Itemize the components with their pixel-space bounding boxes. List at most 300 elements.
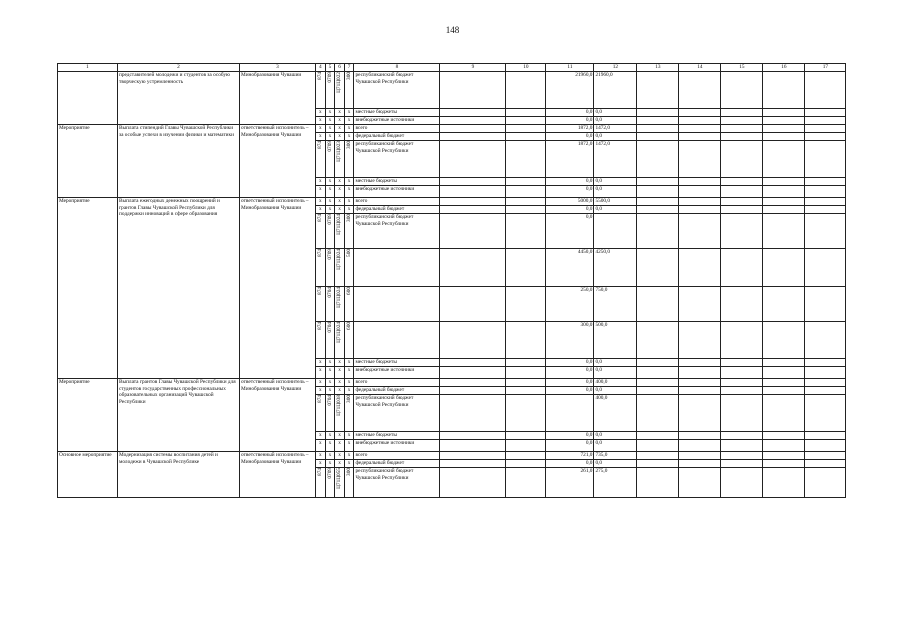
value-col10 <box>506 198 546 206</box>
budget-code: x <box>328 387 332 393</box>
budget-code: x <box>338 206 341 212</box>
budget-code-cell <box>335 359 345 367</box>
funding-source: всего <box>354 452 440 460</box>
table-row <box>58 452 846 460</box>
value-col9 <box>440 214 506 249</box>
value-col14 <box>679 379 721 387</box>
value-col13 <box>637 468 679 498</box>
value-col13 <box>637 206 679 214</box>
budget-code: 874 <box>317 214 323 222</box>
budget-code-cell <box>325 468 335 498</box>
budget-code-cell <box>344 452 354 460</box>
block-executor: ответственный исполнитель – Минобразования Чувашии <box>240 452 316 498</box>
budget-code-cell <box>344 468 354 498</box>
budget-code-cell <box>344 432 354 440</box>
budget-code-cell <box>325 133 335 141</box>
value-col15 <box>721 198 763 206</box>
value-col17 <box>805 460 846 468</box>
value-col10 <box>506 214 546 249</box>
budget-code: x <box>318 460 322 466</box>
block-name: Модернизация системы воспитания детей и молодежи в Чувашской Республике <box>118 452 240 498</box>
budget-code: 600 <box>345 287 352 295</box>
value-col17 <box>805 214 846 249</box>
value-col9 <box>440 125 506 133</box>
value-col15 <box>721 359 763 367</box>
value-col15 <box>721 117 763 125</box>
value-col14 <box>679 186 721 198</box>
value-col15 <box>721 379 763 387</box>
budget-code: x <box>328 133 332 139</box>
value-col16 <box>763 214 805 249</box>
budget-code: x <box>347 387 351 393</box>
budget-code-cell <box>325 117 335 125</box>
value-col12: 735,0 <box>594 452 637 460</box>
column-header: 15 <box>721 64 763 72</box>
value-col13 <box>637 109 679 117</box>
block-executor: ответственный исполнитель – Минобразования Чувашии <box>240 198 316 379</box>
value-col13 <box>637 198 679 206</box>
value-col15 <box>721 322 763 359</box>
budget-code-cell <box>325 287 335 322</box>
value-col9 <box>440 141 506 178</box>
value-col13 <box>637 359 679 367</box>
value-col9 <box>440 186 506 198</box>
value-col17 <box>805 322 846 359</box>
value-col12: 21960,0 <box>594 72 637 109</box>
value-col9 <box>440 395 506 432</box>
budget-code-cell <box>335 287 345 322</box>
value-col16 <box>763 367 805 379</box>
budget-code-cell <box>344 359 354 367</box>
budget-code-cell <box>335 206 345 214</box>
budget-code-cell <box>316 440 326 452</box>
value-col14 <box>679 214 721 249</box>
value-col15 <box>721 440 763 452</box>
budget-code-cell <box>344 198 354 206</box>
budget-code-cell <box>335 141 345 178</box>
value-col12: 0,0 <box>594 206 637 214</box>
value-col13 <box>637 186 679 198</box>
budget-code-cell <box>335 379 345 387</box>
value-col16 <box>763 109 805 117</box>
value-col16 <box>763 359 805 367</box>
block-name: представителей молодежи и студентов за особую творческую устремленность <box>118 72 240 125</box>
column-header: 8 <box>354 64 440 72</box>
budget-code: x <box>338 133 341 139</box>
budget-code-cell <box>316 322 326 359</box>
value-col9 <box>440 460 506 468</box>
value-col17 <box>805 287 846 322</box>
funding-source: федеральный бюджет <box>354 133 440 141</box>
value-col14 <box>679 117 721 125</box>
value-col10 <box>506 460 546 468</box>
funding-source: республиканский бюджет Чувашской Республики <box>354 141 440 178</box>
value-col14 <box>679 387 721 395</box>
budget-code: x <box>347 117 351 123</box>
value-col17 <box>805 125 846 133</box>
budget-code-cell <box>316 468 326 498</box>
budget-code: x <box>328 460 332 466</box>
value-col16 <box>763 379 805 387</box>
budget-code-cell <box>325 387 335 395</box>
budget-code-cell <box>335 432 345 440</box>
column-header: 14 <box>679 64 721 72</box>
budget-code: x <box>338 387 341 393</box>
value-col10 <box>506 141 546 178</box>
budget-code-cell <box>344 287 354 322</box>
budget-code: 600 <box>345 322 352 330</box>
value-col16 <box>763 72 805 109</box>
value-col12: 0,0 <box>594 178 637 186</box>
value-col16 <box>763 432 805 440</box>
value-col11: 0,0 <box>546 440 594 452</box>
value-col9 <box>440 468 506 498</box>
value-col12: 400,0 <box>594 395 637 432</box>
budget-code: x <box>347 206 351 212</box>
funding-source: всего <box>354 379 440 387</box>
budget-code-cell <box>316 109 326 117</box>
funding-source: всего <box>354 125 440 133</box>
table-row <box>58 125 846 133</box>
budget-code: x <box>328 440 332 446</box>
budget-code-cell <box>316 395 326 432</box>
value-col13 <box>637 322 679 359</box>
budget-code-cell <box>325 460 335 468</box>
budget-code: x <box>338 367 341 373</box>
budget-code: 0704 <box>326 287 333 298</box>
value-col14 <box>679 287 721 322</box>
value-col11: 0,0 <box>546 117 594 125</box>
budget-code-cell <box>316 125 326 133</box>
column-header: 11 <box>546 64 594 72</box>
value-col12: 0,0 <box>594 432 637 440</box>
budget-code-cell <box>335 322 345 359</box>
value-col14 <box>679 460 721 468</box>
value-col17 <box>805 440 846 452</box>
budget-code: 300 <box>345 141 352 149</box>
page-number: 148 <box>445 25 460 35</box>
value-col12: 0,0 <box>594 186 637 198</box>
budget-code: 0709 <box>326 468 333 479</box>
funding-source: местные бюджеты <box>354 359 440 367</box>
budget-code-cell <box>344 440 354 452</box>
budget-code: Ц71Ц024 <box>336 249 343 270</box>
budget-code: x <box>318 440 322 446</box>
budget-code: x <box>328 178 332 184</box>
budget-code-cell <box>325 198 335 206</box>
value-col14 <box>679 249 721 287</box>
value-col13 <box>637 214 679 249</box>
value-col10 <box>506 468 546 498</box>
budget-code: x <box>318 186 322 192</box>
budget-code-cell <box>344 379 354 387</box>
value-col9 <box>440 133 506 141</box>
budget-code-cell <box>316 117 326 125</box>
budget-code-cell <box>344 133 354 141</box>
value-col10 <box>506 72 546 109</box>
column-header: 2 <box>118 64 240 72</box>
budget-code: Ц71Ц055 <box>336 468 343 489</box>
funding-source <box>354 249 440 287</box>
value-col11: 0,0 <box>546 359 594 367</box>
budget-code-cell <box>325 322 335 359</box>
budget-code: x <box>338 125 341 131</box>
value-col17 <box>805 367 846 379</box>
value-col16 <box>763 206 805 214</box>
budget-code-cell <box>316 141 326 178</box>
budget-code: 874 <box>317 249 323 257</box>
budget-code-cell <box>344 387 354 395</box>
value-col12: 500,0 <box>594 322 637 359</box>
value-col11: 0,0 <box>546 214 594 249</box>
value-col17 <box>805 379 846 387</box>
value-col9 <box>440 432 506 440</box>
value-col11: 261,0 <box>546 468 594 498</box>
block-executor: Минобразования Чувашии <box>240 72 316 125</box>
budget-code-cell <box>335 186 345 198</box>
value-col15 <box>721 72 763 109</box>
budget-code-cell <box>316 186 326 198</box>
budget-code: 0709 <box>326 72 333 83</box>
value-col9 <box>440 109 506 117</box>
value-col10 <box>506 109 546 117</box>
budget-code-cell <box>316 452 326 460</box>
budget-table <box>57 63 846 498</box>
budget-code: 0709 <box>326 141 333 152</box>
budget-code-cell <box>335 367 345 379</box>
budget-code-cell <box>325 395 335 432</box>
budget-code-cell <box>316 72 326 109</box>
budget-code-cell <box>344 109 354 117</box>
budget-code: x <box>328 379 332 385</box>
funding-source <box>354 322 440 359</box>
budget-code: x <box>328 117 332 123</box>
value-col15 <box>721 387 763 395</box>
value-col15 <box>721 395 763 432</box>
column-header: 10 <box>506 64 546 72</box>
budget-code-cell <box>316 379 326 387</box>
budget-code-cell <box>325 72 335 109</box>
value-col12: 0,0 <box>594 387 637 395</box>
value-col16 <box>763 452 805 460</box>
block-executor: ответственный исполнитель – Минобразования Чувашии <box>240 379 316 452</box>
value-col13 <box>637 367 679 379</box>
value-col10 <box>506 186 546 198</box>
value-col13 <box>637 249 679 287</box>
value-col13 <box>637 440 679 452</box>
value-col15 <box>721 452 763 460</box>
value-col13 <box>637 72 679 109</box>
value-col10 <box>506 287 546 322</box>
value-col14 <box>679 468 721 498</box>
budget-code-cell <box>316 432 326 440</box>
column-header: 7 <box>344 64 354 72</box>
budget-code: 300 <box>345 72 352 80</box>
value-col17 <box>805 452 846 460</box>
funding-source: федеральный бюджет <box>354 206 440 214</box>
budget-code: x <box>318 387 322 393</box>
budget-code-cell <box>344 206 354 214</box>
value-col12: 0,0 <box>594 117 637 125</box>
value-col15 <box>721 186 763 198</box>
value-col17 <box>805 387 846 395</box>
value-col14 <box>679 359 721 367</box>
column-header: 4 <box>316 64 326 72</box>
funding-source: местные бюджеты <box>354 109 440 117</box>
block-type <box>58 72 118 125</box>
budget-code-cell <box>325 359 335 367</box>
value-col15 <box>721 432 763 440</box>
budget-code-cell <box>325 440 335 452</box>
value-col9 <box>440 387 506 395</box>
budget-code: x <box>328 206 332 212</box>
value-col16 <box>763 141 805 178</box>
value-col12: 0,0 <box>594 359 637 367</box>
value-col11: 0,0 <box>546 109 594 117</box>
budget-code: Ц71Ц024 <box>336 287 343 308</box>
budget-code: x <box>328 198 332 204</box>
budget-code: 300 <box>345 468 352 476</box>
value-col9 <box>440 359 506 367</box>
value-col13 <box>637 133 679 141</box>
budget-code-cell <box>325 379 335 387</box>
value-col11: 300,0 <box>546 322 594 359</box>
budget-code: 874 <box>317 395 323 403</box>
funding-source: республиканский бюджет Чувашской Республики <box>354 468 440 498</box>
budget-code: x <box>347 359 351 365</box>
budget-code: Ц71Ц024 <box>336 214 343 235</box>
value-col9 <box>440 287 506 322</box>
budget-code: x <box>347 133 351 139</box>
value-col15 <box>721 141 763 178</box>
value-col15 <box>721 133 763 141</box>
budget-code: x <box>338 186 341 192</box>
value-col16 <box>763 198 805 206</box>
budget-code-cell <box>335 198 345 206</box>
value-col13 <box>637 287 679 322</box>
budget-code: x <box>328 432 332 438</box>
column-header: 12 <box>594 64 637 72</box>
value-col16 <box>763 387 805 395</box>
budget-code: x <box>318 133 322 139</box>
value-col11: 250,0 <box>546 287 594 322</box>
budget-code: 0704 <box>326 322 333 333</box>
budget-code: x <box>338 109 341 115</box>
funding-source: республиканский бюджет Чувашской Республики <box>354 72 440 109</box>
budget-code-cell <box>316 249 326 287</box>
funding-source: всего <box>354 198 440 206</box>
budget-code: x <box>338 359 341 365</box>
budget-code-cell <box>335 249 345 287</box>
budget-code: x <box>318 178 322 184</box>
table-row <box>58 198 846 206</box>
budget-code-cell <box>335 178 345 186</box>
value-col12: 0,0 <box>594 440 637 452</box>
budget-code: 300 <box>345 395 352 403</box>
block-executor: ответственный исполнитель – Минобразования Чувашии <box>240 125 316 198</box>
value-col10 <box>506 359 546 367</box>
value-col13 <box>637 395 679 432</box>
budget-code-cell <box>344 395 354 432</box>
budget-code-cell <box>335 440 345 452</box>
budget-code: x <box>338 452 341 458</box>
column-header: 6 <box>335 64 345 72</box>
budget-code-cell <box>335 133 345 141</box>
value-col17 <box>805 395 846 432</box>
budget-code: x <box>347 460 351 466</box>
block-type: Мероприятие <box>58 379 118 452</box>
value-col17 <box>805 109 846 117</box>
budget-code: 874 <box>317 72 323 80</box>
value-col14 <box>679 72 721 109</box>
value-col12: 0,0 <box>594 109 637 117</box>
budget-code: Ц71Ц023 <box>336 141 343 162</box>
budget-code: x <box>318 198 322 204</box>
budget-code-cell <box>344 186 354 198</box>
budget-code-cell <box>335 468 345 498</box>
budget-code: x <box>318 359 322 365</box>
column-header: 5 <box>325 64 335 72</box>
budget-code-cell <box>316 359 326 367</box>
budget-code: x <box>328 125 332 131</box>
value-col11: 0,0 <box>546 387 594 395</box>
value-col15 <box>721 214 763 249</box>
value-col16 <box>763 287 805 322</box>
budget-code-cell <box>335 125 345 133</box>
value-col10 <box>506 452 546 460</box>
value-col11: 0,0 <box>546 367 594 379</box>
budget-code: x <box>318 117 322 123</box>
budget-code-cell <box>344 367 354 379</box>
value-col9 <box>440 379 506 387</box>
value-col16 <box>763 322 805 359</box>
value-col17 <box>805 117 846 125</box>
budget-code-cell <box>316 287 326 322</box>
value-col17 <box>805 72 846 109</box>
value-col16 <box>763 249 805 287</box>
value-col16 <box>763 178 805 186</box>
value-col9 <box>440 178 506 186</box>
budget-code: Ц71Ц038 <box>336 395 343 416</box>
budget-code: x <box>347 178 351 184</box>
value-col12: 400,0 <box>594 379 637 387</box>
value-col14 <box>679 452 721 460</box>
budget-code-cell <box>344 125 354 133</box>
funding-source: республиканский бюджет Чувашской Республики <box>354 214 440 249</box>
value-col15 <box>721 468 763 498</box>
value-col16 <box>763 468 805 498</box>
funding-source: местные бюджеты <box>354 178 440 186</box>
budget-code: x <box>328 452 332 458</box>
budget-code: x <box>338 178 341 184</box>
budget-code-cell <box>335 214 345 249</box>
budget-code: 500 <box>345 249 352 257</box>
value-col15 <box>721 367 763 379</box>
column-header: 16 <box>763 64 805 72</box>
value-col11: 1872,0 <box>546 125 594 133</box>
value-col12: 750,0 <box>594 287 637 322</box>
value-col10 <box>506 440 546 452</box>
value-col10 <box>506 322 546 359</box>
budget-code-cell <box>316 198 326 206</box>
value-col11: 0,0 <box>546 379 594 387</box>
budget-code-cell <box>316 206 326 214</box>
block-name: Выплата стипендий Главы Чувашской Республики за особые успехи в изучении физики и математики <box>118 125 240 198</box>
budget-code: 0709 <box>326 249 333 260</box>
value-col14 <box>679 440 721 452</box>
column-header: 9 <box>440 64 506 72</box>
funding-source: внебюджетные источники <box>354 367 440 379</box>
